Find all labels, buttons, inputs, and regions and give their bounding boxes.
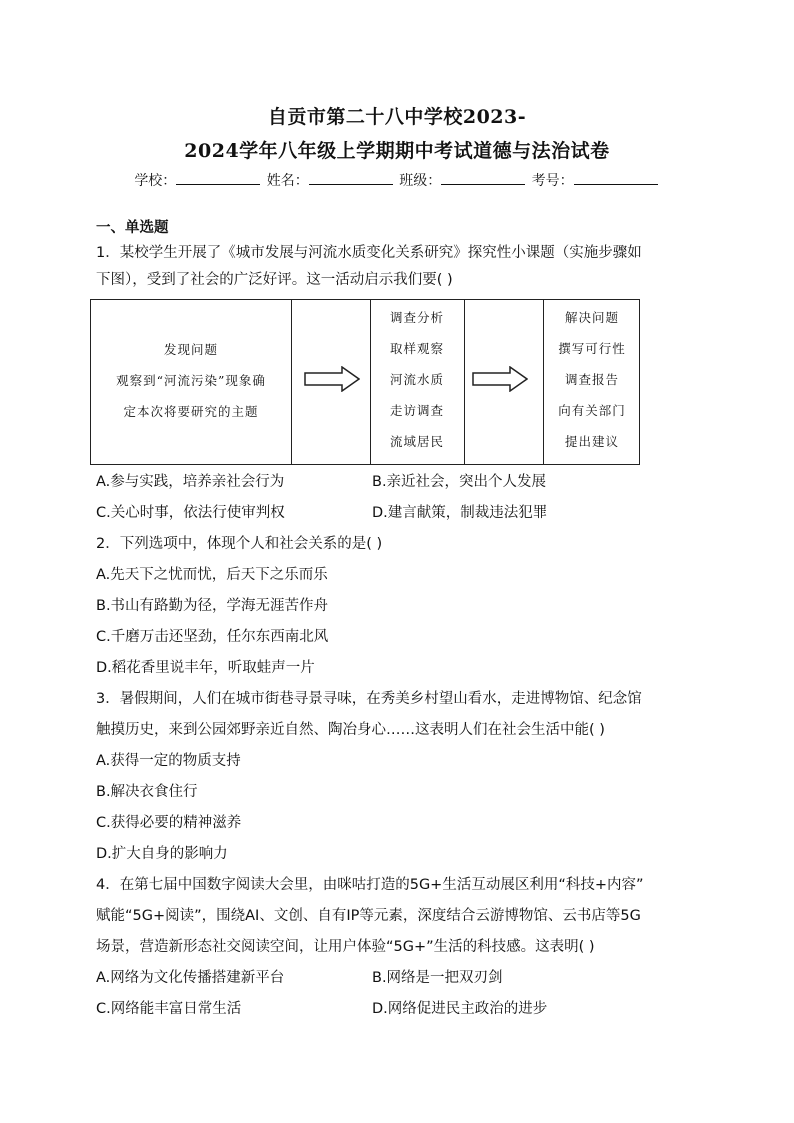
flow-box-line: 观察到“河流污染”现象确: [116, 373, 266, 388]
q3-option-b[interactable]: B.解决衣食住行: [96, 784, 198, 800]
flow-box-line: 发现问题: [163, 342, 218, 357]
q1-stem-line1: 1．某校学生开展了《城市发展与河流水质变化关系研究》探究性小课题（实施步骤如: [96, 245, 642, 261]
q3-option-a[interactable]: A.获得一定的物质支持: [96, 753, 241, 769]
section-heading: 一、单选题: [96, 220, 169, 236]
class-label: 班级：: [399, 173, 442, 189]
exam-number-label: 考号：: [531, 173, 574, 189]
q2-option-c[interactable]: C.千磨万击还坚劲，任尔东西南北风: [96, 629, 329, 645]
flow-box-line: 向有关部门: [558, 403, 626, 418]
flow-box-solve: [543, 302, 641, 457]
exam-title-line1: 自贡市第二十八中学校2023-: [267, 106, 527, 128]
q3-option-c[interactable]: C.获得必要的精神滋养: [96, 815, 242, 831]
q2-option-a[interactable]: A.先天下之忧而忧，后天下之乐而乐: [96, 567, 328, 583]
flow-divider: [464, 300, 465, 464]
flow-box-line: 流域居民: [389, 434, 444, 449]
school-blank[interactable]: [176, 172, 260, 185]
student-info-fields: [0, 170, 794, 190]
flow-box-line: 撰写可行性: [558, 341, 626, 356]
q4-option-b[interactable]: B.网络是一把双刃剑: [372, 970, 503, 986]
q4-stem-line1: 4．在第七届中国数字阅读大会里，由咪咕打造的5G+生活互动展区利用“科技+内容”: [96, 877, 644, 893]
flow-box-line: 河流水质: [389, 372, 444, 387]
q1-option-d[interactable]: D.建言献策，制裁违法犯罪: [372, 505, 548, 521]
right-arrow-icon: [304, 366, 360, 392]
q1-option-a[interactable]: A.参与实践，培养亲社会行为: [96, 474, 285, 490]
q4-option-c[interactable]: C.网络能丰富日常生活: [96, 1001, 242, 1017]
class-blank[interactable]: [441, 172, 525, 185]
q1-stem-line2: 下图），受到了社会的广泛好评。这一活动启示我们要( ): [96, 272, 453, 288]
flow-divider: [291, 300, 292, 464]
exam-number-blank[interactable]: [574, 172, 658, 185]
flow-box-line: 调查分析: [389, 310, 444, 325]
q4-option-d[interactable]: D.网络促进民主政治的进步: [372, 1001, 548, 1017]
flow-box-investigate: [370, 302, 464, 457]
q3-stem-line2: 触摸历史，来到公园郊野亲近自然、陶冶身心……这表明人们在社会生活中能( ): [96, 722, 605, 738]
q2-stem: 2．下列选项中，体现个人和社会关系的是( ): [96, 536, 383, 552]
flow-box-discover: [91, 334, 291, 427]
exam-title-line2: 2024学年八年级上学期期中考试道德与法治试卷: [184, 140, 610, 162]
q1-flowchart: [90, 299, 640, 465]
school-label: 学校：: [134, 173, 177, 189]
q1-option-c[interactable]: C.关心时事，依法行使审判权: [96, 505, 285, 521]
flow-box-line: 走访调查: [389, 403, 444, 418]
flow-box-line: 调查报告: [564, 372, 619, 387]
q4-stem-line2: 赋能“5G+阅读”，围绕AI、文创、自有IP等元素，深度结合云游博物馆、云书店等5G: [96, 908, 641, 924]
flow-box-line: 提出建议: [564, 434, 619, 449]
flow-box-line: 定本次将要研究的主题: [123, 404, 259, 419]
name-blank[interactable]: [309, 172, 393, 185]
q4-option-a[interactable]: A.网络为文化传播搭建新平台: [96, 970, 285, 986]
q3-option-d[interactable]: D.扩大自身的影响力: [96, 846, 228, 862]
q2-option-b[interactable]: B.书山有路勤为径，学海无涯苦作舟: [96, 598, 329, 614]
name-label: 姓名：: [266, 173, 309, 189]
flow-box-line: 取样观察: [389, 341, 444, 356]
q3-stem-line1: 3．暑假期间，人们在城市街巷寻景寻味，在秀美乡村望山看水，走进博物馆、纪念馆: [96, 691, 642, 707]
right-arrow-icon: [472, 366, 528, 392]
q2-option-d[interactable]: D.稻花香里说丰年，听取蛙声一片: [96, 660, 315, 676]
flow-box-line: 解决问题: [564, 310, 619, 325]
q1-option-b[interactable]: B.亲近社会，突出个人发展: [372, 474, 547, 490]
q4-stem-line3: 场景，营造新形态社交阅读空间，让用户体验“5G+”生活的科技感。这表明( ): [96, 939, 595, 955]
